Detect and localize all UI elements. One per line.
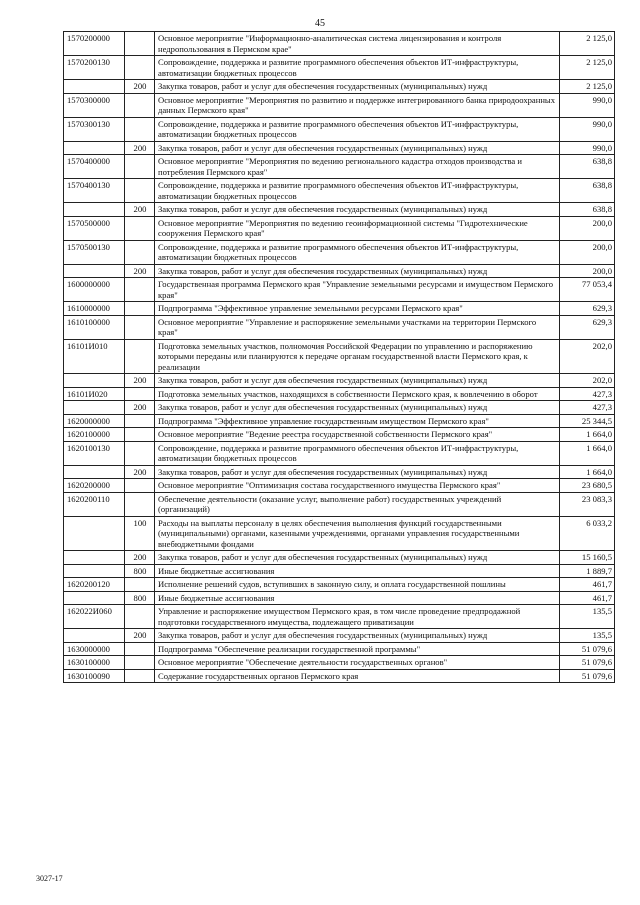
expense-type-cell [125,302,155,316]
item-name-cell: Основное мероприятие "Оптимизация состава государственного имущества Пермского края" [155,479,560,493]
page-number: 45 [315,18,325,29]
table-row [64,629,615,643]
expense-type-cell: 800 [125,591,155,605]
item-name-cell: Закупка товаров, работ и услуг для обеспечения государственных (муниципальных) нужд [155,141,560,155]
expense-type-cell [125,414,155,428]
item-name-cell: Сопровождение, поддержка и развитие программного обеспечения объектов ИТ-инфраструктуры, автоматизации бюджетных процессов [155,56,560,80]
table-row [64,278,615,302]
code-cell: 16101И010 [64,339,125,374]
item-name-cell: Содержание государственных органов Пермского края [155,669,560,683]
item-name-cell: Обеспечение деятельности (оказание услуг, выполнение работ) государственных учреждений (организаций) [155,492,560,516]
code-cell: 1570400130 [64,179,125,203]
code-cell: 162022И060 [64,605,125,629]
item-name-cell: Подпрограмма "Эффективное управление государственным имуществом Пермского края" [155,414,560,428]
expense-type-cell: 200 [125,465,155,479]
item-name-cell: Управление и распоряжение имуществом Пермского края, в том числе проведение предпродажной подготовки государственного имущества, подлежащего приватизации [155,605,560,629]
expense-type-cell [125,240,155,264]
table-row [64,401,615,415]
item-name-cell: Основное мероприятие "Мероприятия по ведению геоинформационной системы "Гидротехнические сооружения Пермского края" [155,216,560,240]
amount-cell: 461,7 [560,591,615,605]
expense-type-cell [125,179,155,203]
amount-cell: 202,0 [560,339,615,374]
amount-cell: 202,0 [560,374,615,388]
table-row [64,155,615,179]
amount-cell: 1 889,7 [560,564,615,578]
amount-cell: 23 680,5 [560,479,615,493]
expense-type-cell [125,578,155,592]
expense-type-cell: 200 [125,401,155,415]
item-name-cell: Сопровождение, поддержка и развитие программного обеспечения объектов ИТ-инфраструктуры, автоматизации бюджетных процессов [155,240,560,264]
expense-type-cell [125,93,155,117]
expense-type-cell [125,32,155,56]
code-cell: 1610100000 [64,315,125,339]
code-cell: 1570300000 [64,93,125,117]
expense-type-cell [125,155,155,179]
amount-cell: 200,0 [560,216,615,240]
code-cell [64,141,125,155]
item-name-cell: Основное мероприятие "Информационно-аналитическая система лицензирования и контроля недропользования в Пермском крае" [155,32,560,56]
code-cell: 1620100130 [64,441,125,465]
expense-type-cell: 200 [125,629,155,643]
amount-cell: 1 664,0 [560,441,615,465]
item-name-cell: Закупка товаров, работ и услуг для обеспечения государственных (муниципальных) нужд [155,629,560,643]
table-row [64,492,615,516]
amount-cell: 638,8 [560,203,615,217]
code-cell: 1630100000 [64,656,125,670]
table-row [64,516,615,551]
item-name-cell: Подпрограмма "Обеспечение реализации государственной программы" [155,642,560,656]
table-body [64,32,615,683]
amount-cell: 23 083,3 [560,492,615,516]
item-name-cell: Исполнение решений судов, вступивших в законную силу, и оплата государственной пошлины [155,578,560,592]
table-row [64,56,615,80]
expense-type-cell [125,492,155,516]
expense-type-cell [125,642,155,656]
table-row [64,605,615,629]
item-name-cell: Основное мероприятие "Мероприятия по ведению регионального кадастра отходов производства и потребления Пермского края" [155,155,560,179]
amount-cell: 6 033,2 [560,516,615,551]
amount-cell: 135,5 [560,629,615,643]
code-cell: 1600000000 [64,278,125,302]
code-cell: 1620200120 [64,578,125,592]
amount-cell: 1 664,0 [560,465,615,479]
expense-type-cell: 200 [125,203,155,217]
amount-cell: 629,3 [560,302,615,316]
amount-cell: 427,3 [560,401,615,415]
expense-type-cell: 200 [125,264,155,278]
item-name-cell: Подготовка земельных участков, полномочия Российской Федерации по управлению и распоряжению которыми переданы или планируются к передаче органам государственной власти Пермского края, к реализации [155,339,560,374]
expense-type-cell [125,441,155,465]
amount-cell: 638,8 [560,179,615,203]
item-name-cell: Закупка товаров, работ и услуг для обеспечения государственных (муниципальных) нужд [155,80,560,94]
amount-cell: 990,0 [560,93,615,117]
code-cell: 1630000000 [64,642,125,656]
code-cell: 1570300130 [64,117,125,141]
table-row [64,591,615,605]
item-name-cell: Сопровождение, поддержка и развитие программного обеспечения объектов ИТ-инфраструктуры, автоматизации бюджетных процессов [155,441,560,465]
code-cell [64,564,125,578]
item-name-cell: Сопровождение, поддержка и развитие программного обеспечения объектов ИТ-инфраструктуры, автоматизации бюджетных процессов [155,117,560,141]
expense-type-cell: 200 [125,551,155,565]
amount-cell: 1 664,0 [560,428,615,442]
code-cell: 16101И020 [64,387,125,401]
expense-type-cell [125,605,155,629]
expense-type-cell [125,669,155,683]
table-row [64,264,615,278]
code-cell: 1620000000 [64,414,125,428]
expense-type-cell [125,428,155,442]
amount-cell: 2 125,0 [560,56,615,80]
table-row [64,374,615,388]
code-cell: 1610000000 [64,302,125,316]
table-row [64,141,615,155]
code-cell: 1570500130 [64,240,125,264]
table-row [64,669,615,683]
table-row [64,441,615,465]
table-row [64,315,615,339]
table-row [64,642,615,656]
table-row [64,80,615,94]
table-row [64,428,615,442]
item-name-cell: Подготовка земельных участков, находящихся в собственности Пермского края, к вовлечению в оборот [155,387,560,401]
table-row [64,117,615,141]
item-name-cell: Закупка товаров, работ и услуг для обеспечения государственных (муниципальных) нужд [155,401,560,415]
expense-type-cell: 200 [125,141,155,155]
table-row [64,203,615,217]
item-name-cell: Закупка товаров, работ и услуг для обеспечения государственных (муниципальных) нужд [155,264,560,278]
code-cell [64,203,125,217]
item-name-cell: Подпрограмма "Эффективное управление земельными ресурсами Пермского края" [155,302,560,316]
code-cell [64,591,125,605]
code-cell [64,80,125,94]
code-cell [64,551,125,565]
amount-cell: 638,8 [560,155,615,179]
expense-type-cell [125,656,155,670]
amount-cell: 629,3 [560,315,615,339]
expense-type-cell [125,339,155,374]
code-cell: 1570200000 [64,32,125,56]
item-name-cell: Закупка товаров, работ и услуг для обеспечения государственных (муниципальных) нужд [155,203,560,217]
expense-type-cell [125,117,155,141]
item-name-cell: Основное мероприятие "Управление и распоряжение земельными участками на территории Пермского края" [155,315,560,339]
item-name-cell: Основное мероприятие "Мероприятия по развитию и поддержке интегрированного банка природоохранных данных Пермского края" [155,93,560,117]
table-row [64,564,615,578]
code-cell: 1620200110 [64,492,125,516]
expense-type-cell [125,479,155,493]
document-id: 3027-17 [36,874,63,883]
expense-type-cell [125,216,155,240]
amount-cell: 990,0 [560,141,615,155]
code-cell [64,465,125,479]
table-row [64,93,615,117]
code-cell: 1620100000 [64,428,125,442]
expense-type-cell: 200 [125,374,155,388]
code-cell: 1570500000 [64,216,125,240]
amount-cell: 51 079,6 [560,669,615,683]
table-row [64,179,615,203]
table-row [64,216,615,240]
amount-cell: 200,0 [560,240,615,264]
amount-cell: 427,3 [560,387,615,401]
amount-cell: 990,0 [560,117,615,141]
table-row [64,414,615,428]
table-row [64,578,615,592]
table-row [64,32,615,56]
table-row [64,465,615,479]
table-row [64,387,615,401]
code-cell [64,264,125,278]
table-row [64,551,615,565]
amount-cell: 2 125,0 [560,32,615,56]
expense-type-cell [125,315,155,339]
amount-cell: 135,5 [560,605,615,629]
item-name-cell: Иные бюджетные ассигнования [155,564,560,578]
code-cell [64,374,125,388]
expense-type-cell: 100 [125,516,155,551]
code-cell: 1570200130 [64,56,125,80]
amount-cell: 200,0 [560,264,615,278]
code-cell: 1630100090 [64,669,125,683]
item-name-cell: Основное мероприятие "Обеспечение деятельности государственных органов" [155,656,560,670]
expense-type-cell [125,278,155,302]
table-row [64,339,615,374]
code-cell: 1620200000 [64,479,125,493]
amount-cell: 461,7 [560,578,615,592]
code-cell: 1570400000 [64,155,125,179]
table-row [64,479,615,493]
expense-type-cell [125,387,155,401]
item-name-cell: Закупка товаров, работ и услуг для обеспечения государственных (муниципальных) нужд [155,551,560,565]
amount-cell: 77 053,4 [560,278,615,302]
code-cell [64,629,125,643]
item-name-cell: Расходы на выплаты персоналу в целях обеспечения выполнения функций государственными (муниципальными) органами, казенными учреждениями, органами управления государственными внебюджетными фондами [155,516,560,551]
amount-cell: 15 160,5 [560,551,615,565]
amount-cell: 2 125,0 [560,80,615,94]
item-name-cell: Иные бюджетные ассигнования [155,591,560,605]
expense-type-cell [125,56,155,80]
code-cell [64,401,125,415]
expense-type-cell: 800 [125,564,155,578]
table-row [64,302,615,316]
item-name-cell: Основное мероприятие "Ведение реестра государственной собственности Пермского края" [155,428,560,442]
code-cell [64,516,125,551]
budget-table [63,31,615,683]
table-row [64,240,615,264]
item-name-cell: Сопровождение, поддержка и развитие программного обеспечения объектов ИТ-инфраструктуры, автоматизации бюджетных процессов [155,179,560,203]
expense-type-cell: 200 [125,80,155,94]
table-row [64,656,615,670]
item-name-cell: Закупка товаров, работ и услуг для обеспечения государственных (муниципальных) нужд [155,465,560,479]
amount-cell: 25 344,5 [560,414,615,428]
item-name-cell: Закупка товаров, работ и услуг для обеспечения государственных (муниципальных) нужд [155,374,560,388]
amount-cell: 51 079,6 [560,656,615,670]
item-name-cell: Государственная программа Пермского края "Управление земельными ресурсами и имуществом Пермского края" [155,278,560,302]
amount-cell: 51 079,6 [560,642,615,656]
